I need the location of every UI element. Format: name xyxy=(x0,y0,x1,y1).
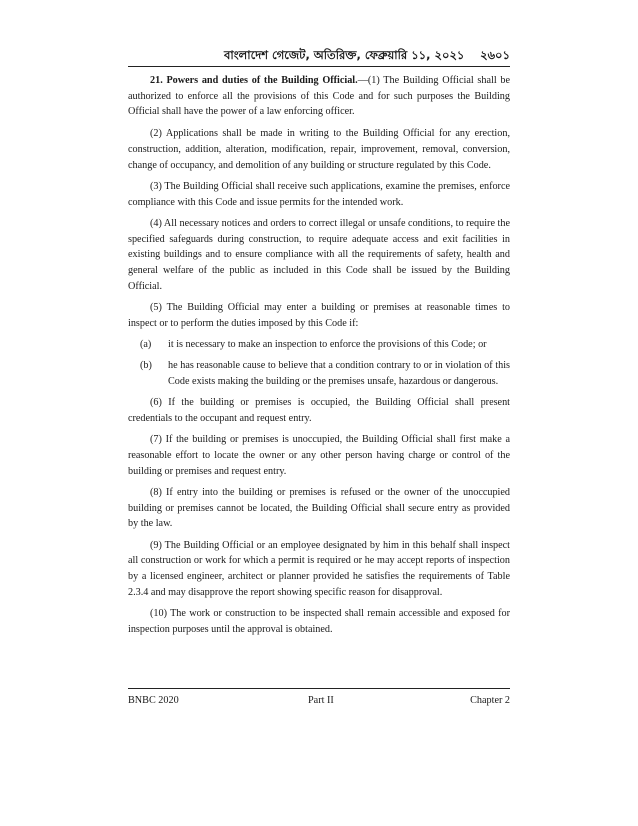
paragraph-7: (7) If the building or premises is unoccupied, the Building Official shall first make a reasonable effort to locate the owner or any other person having charge or control of the building or premises and request entry. xyxy=(128,434,510,477)
page-number: ২৬০১ xyxy=(480,48,510,62)
paragraph-10: (10) The work or construction to be inspected shall remain accessible and exposed for inspection purposes until the approval is obtained. xyxy=(128,608,510,635)
list-item-label: (a) xyxy=(140,338,152,350)
paragraph-9: (9) The Building Official or an employee designated by him in this behalf shall inspect all construction or work for which a permit is required or he may accept reports of inspection by a licensed engineer, architect or planner provided he satisfies the requirements of Table 2.3.4 and may disapprove the report showing specific reason for disapproval. xyxy=(128,539,510,598)
footer-code-name: BNBC 2020 xyxy=(128,695,179,706)
paragraph-3: (3) The Building Official shall receive such applications, examine the premises, enforce compliance with this Code and issue permits for the intended work. xyxy=(128,180,510,208)
paragraph-1-text: (1) The Building Official shall be authorized to enforce all the provisions of this Code and for such purposes the Building Official shall have the power of a law enforcing officer. xyxy=(128,75,510,118)
paragraph-5: (5) The Building Official may enter a building or premises at reasonable times to inspect or to perform the duties imposed by this Code if: xyxy=(128,301,510,329)
list-item-text: he has reasonable cause to believe that a condition contrary to or in violation of this Code exists making the building or the premises unsafe, hazardous or dangerous. xyxy=(168,360,510,387)
heading-dash: — xyxy=(357,75,368,86)
page-footer xyxy=(128,688,510,707)
list-item xyxy=(128,337,510,353)
footer-part: Part II xyxy=(308,695,334,706)
paragraph-8: (8) If entry into the building or premises is refused or the owner of the unoccupied building or premises cannot be located, the Building Official shall secure entry as provided by the law. xyxy=(128,486,510,530)
list-item xyxy=(128,358,510,389)
section-body xyxy=(128,73,510,643)
footer-chapter: Chapter 2 xyxy=(470,695,510,706)
list-item-text: it is necessary to make an inspection to enforce the provisions of this Code; or xyxy=(168,338,487,350)
page-header xyxy=(128,46,510,67)
gazette-title: বাংলাদেশ গেজেট, অতিরিক্ত, ফেব্রুয়ারি ১১, ২০২১ xyxy=(224,48,465,62)
list-item-label: (b) xyxy=(140,360,152,372)
paragraph-6: (6) If the building or premises is occupied, the Building Official shall present credentials to the occupant and request entry. xyxy=(128,397,510,424)
section-heading: 21. Powers and duties of the Building Official. xyxy=(150,75,358,86)
paragraph-2: (2) Applications shall be made in writing to the Building Official for any erection, construction, addition, alteration, modification, repair, improvement, removal, conversion, change of occupancy, and demolition of any building or structure regulated by this Code. xyxy=(128,128,510,171)
paragraph-4: (4) All necessary notices and orders to correct illegal or unsafe conditions, to require the specified safeguards during construction, to require adequate access and exit facilities in existing buildings and to ensure compliance with all the requirements of safety, health and general welfare of the public as included in this Code shall be issued by the Building Official. xyxy=(128,217,510,292)
paragraph-1 xyxy=(128,73,510,120)
